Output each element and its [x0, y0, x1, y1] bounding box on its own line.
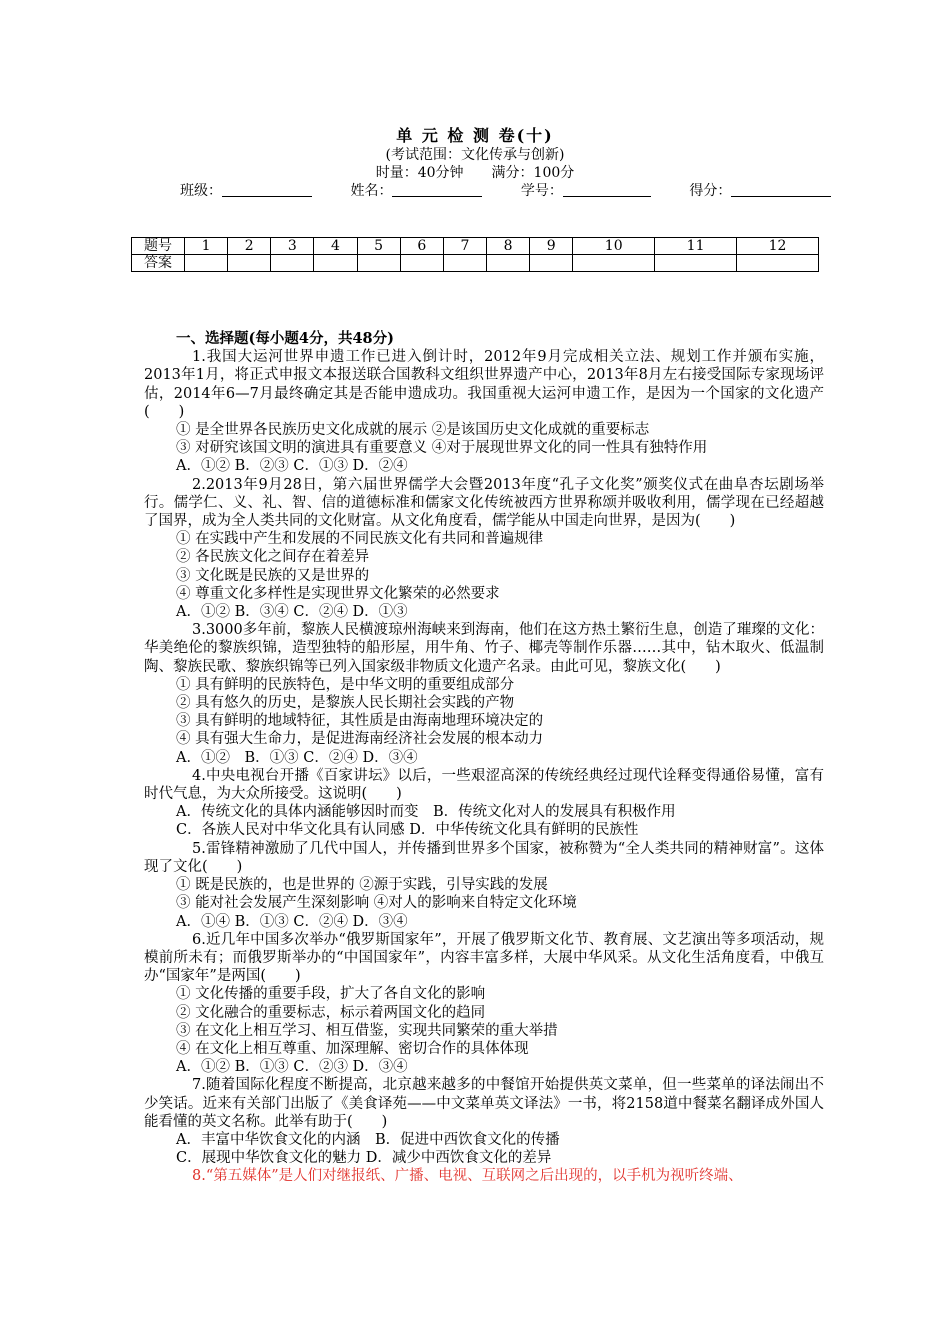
question-number-cell: 10	[573, 238, 655, 255]
question-item: ① 具有鲜明的民族特色，是中华文明的重要组成部分	[176, 676, 515, 693]
exam-title: 单 元 检 测 卷(十)	[396, 126, 554, 145]
question-stem: 7.随着国际化程度不断提高，北京越来越多的中餐馆开始提供英文菜单，但一些菜单的译法闹出不少笑话。近来有关部门出版了《美食译苑——中文菜单英文译法》一书，将2158道中餐菜名翻译成外国人能看懂的英文名称。此举有助于( )	[144, 1077, 824, 1130]
answer-cell[interactable]	[271, 255, 314, 272]
exam-time-score: 时量：40分钟 满分：100分	[375, 165, 575, 181]
question-item: ① 是全世界各民族历史文化成就的展示 ②是该国历史文化成就的重要标志	[176, 422, 650, 439]
answer-cell[interactable]	[228, 255, 271, 272]
question-7	[144, 1076, 824, 1167]
question-item: ③ 文化既是民族的又是世界的	[176, 567, 370, 584]
answer-cell[interactable]	[486, 255, 529, 272]
question-8-partial: 8.“第五媒体”是人们对继报纸、广播、电视、互联网之后出现的，以手机为视听终端、	[192, 1168, 743, 1185]
student-info-row	[180, 180, 831, 200]
question-6	[144, 931, 824, 1077]
question-choices: A．①② B．②③ C．①③ D．②④	[176, 458, 408, 475]
question-stem: 2.2013年9月28日，第六届世界儒学大会暨2013年度“孔子文化奖”颁奖仪式在曲阜杏坛剧场举行。儒学仁、义、礼、智、信的道德标准和儒家文化传统被西方世界称颂并吸收利用，儒学现在已经超越了国界，成为全人类共同的文化财富。从文化角度看，儒学能从中国走向世界，是因为( )	[144, 476, 824, 530]
question-number-cell: 12	[737, 238, 819, 255]
question-number-cell: 11	[655, 238, 737, 255]
answer-cell[interactable]	[400, 255, 443, 272]
question-1	[144, 348, 824, 475]
question-item: ③ 具有鲜明的地域特征，其性质是由海南地理环境决定的	[176, 713, 544, 730]
question-item: ① 既是民族的，也是世界的 ②源于实践，引导实践的发展	[176, 877, 548, 894]
exam-scope: (考试范围：文化传承与创新)	[385, 147, 565, 163]
answer-cell[interactable]	[185, 255, 228, 272]
answer-table	[131, 237, 819, 272]
answer-cell[interactable]	[655, 255, 737, 272]
question-item: ② 文化融合的重要标志，标示着两国文化的趋同	[176, 1004, 486, 1021]
question-item: ③ 能对社会发展产生深刻影响 ④对人的影响来自特定文化环境	[176, 895, 577, 912]
question-number-cell: 6	[400, 238, 443, 255]
question-item: C．展现中华饮食文化的魅力 D．减少中西饮食文化的差异	[176, 1150, 552, 1167]
question-stem: 4.中央电视台开播《百家讲坛》以后，一些艰涩高深的传统经典经过现代诠释变得通俗易懂，富有时代气息，为大众所接受。这说明( )	[144, 767, 824, 803]
question-choices: A．①④ B．①③ C．②④ D．③④	[176, 913, 408, 930]
question-item: ② 各民族文化之间存在着差异	[176, 549, 370, 566]
question-choices: A．①② B．①③ C．②③ D．③④	[176, 1059, 408, 1076]
answer-cell[interactable]	[314, 255, 357, 272]
question-number-cell: 8	[486, 238, 529, 255]
question-item: A．传统文化的具体内涵能够因时而变 B．传统文化对人的发展具有积极作用	[176, 804, 676, 821]
question-3	[144, 621, 824, 767]
question-stem: 3.3000多年前，黎族人民横渡琼州海峡来到海南，他们在这方热土繁衍生息，创造了璀璨的文化：华美绝伦的黎族织锦，造型独特的船形屋，用牛角、竹子、椰壳等制作乐器……其中，钻木取火、低温制陶、黎族民歌、黎族织锦等已列入国家级非物质文化遗产名录。由此可见，黎族文化( )	[144, 622, 824, 675]
question-number-cell: 7	[443, 238, 486, 255]
question-5	[144, 840, 824, 931]
answer-cell[interactable]	[530, 255, 573, 272]
question-item: ③ 对研究该国文明的演进具有重要意义 ④对于展现世界文化的同一性具有独特作用	[176, 440, 708, 457]
answer-label: 答案	[132, 255, 185, 272]
answer-cell[interactable]	[357, 255, 400, 272]
answer-cell[interactable]	[443, 255, 486, 272]
answer-row	[132, 255, 819, 272]
section-heading: 一、选择题(每小题4分，共48分)	[176, 330, 394, 347]
question-number-row	[132, 238, 819, 255]
question-number-label: 题号	[132, 238, 185, 255]
score-field: 得分：	[689, 180, 831, 200]
question-item: ④ 尊重文化多样性是实现世界文化繁荣的必然要求	[176, 585, 500, 602]
questions-body	[144, 330, 824, 1186]
question-item: C．各族人民对中华文化具有认同感 D．中华传统文化具有鲜明的民族性	[176, 822, 639, 839]
question-number-cell: 2	[228, 238, 271, 255]
name-field: 姓名：	[350, 180, 482, 200]
answer-cell[interactable]	[737, 255, 819, 272]
question-number-cell: 3	[271, 238, 314, 255]
answer-cell[interactable]	[573, 255, 655, 272]
question-item: ① 在实践中产生和发展的不同民族文化有共同和普遍规律	[176, 531, 544, 548]
question-number-cell: 9	[530, 238, 573, 255]
question-stem: 6.近几年中国多次举办“俄罗斯国家年”，开展了俄罗斯文化节、教育展、文艺演出等多项活动，规模前所未有；而俄罗斯举办的“中国国家年”，内容丰富多样，大展中华风采。从文化生活角度看，中俄互办“国家年”是两国( )	[144, 931, 824, 985]
question-item: A．丰富中华饮食文化的内涵 B．促进中西饮食文化的传播	[176, 1131, 560, 1148]
question-number-cell: 4	[314, 238, 357, 255]
question-item: ④ 在文化上相互尊重、加深理解、密切合作的具体体现	[176, 1040, 529, 1057]
question-item: ④ 具有强大生命力，是促进海南经济社会发展的根本动力	[176, 731, 544, 748]
question-item: ③ 在文化上相互学习、相互借鉴，实现共同繁荣的重大举措	[176, 1022, 558, 1039]
question-number-cell: 1	[185, 238, 228, 255]
student-number-field: 学号：	[521, 180, 651, 200]
question-item: ② 具有悠久的历史，是黎族人民长期社会实践的产物	[176, 695, 515, 712]
class-field: 班级：	[180, 180, 312, 200]
question-item: ① 文化传播的重要手段，扩大了各自文化的影响	[176, 986, 486, 1003]
question-stem: 5.雷锋精神激励了几代中国人，并传播到世界多个国家，被称赞为“全人类共同的精神财富”。这体现了文化( )	[144, 840, 824, 875]
question-number-cell: 5	[357, 238, 400, 255]
question-stem: 1.我国大运河世界申遗工作已进入倒计时，2012年9月完成相关立法、规划工作并颁布实施，2013年1月，将正式申报文本报送联合国教科文组织世界遗产中心，2013年8月左右接受国际专家现场评估，2014年6—7月最终确定其是否能申遗成功。我国重视大运河申遗工作，是因为一个国家的文化遗产( )	[144, 349, 824, 420]
question-choices: A．①② B．①③ C．②④ D．③④	[176, 749, 418, 766]
question-choices: A．①② B．③④ C．②④ D．①③	[176, 604, 408, 621]
question-2	[144, 476, 824, 622]
question-4	[144, 767, 824, 840]
